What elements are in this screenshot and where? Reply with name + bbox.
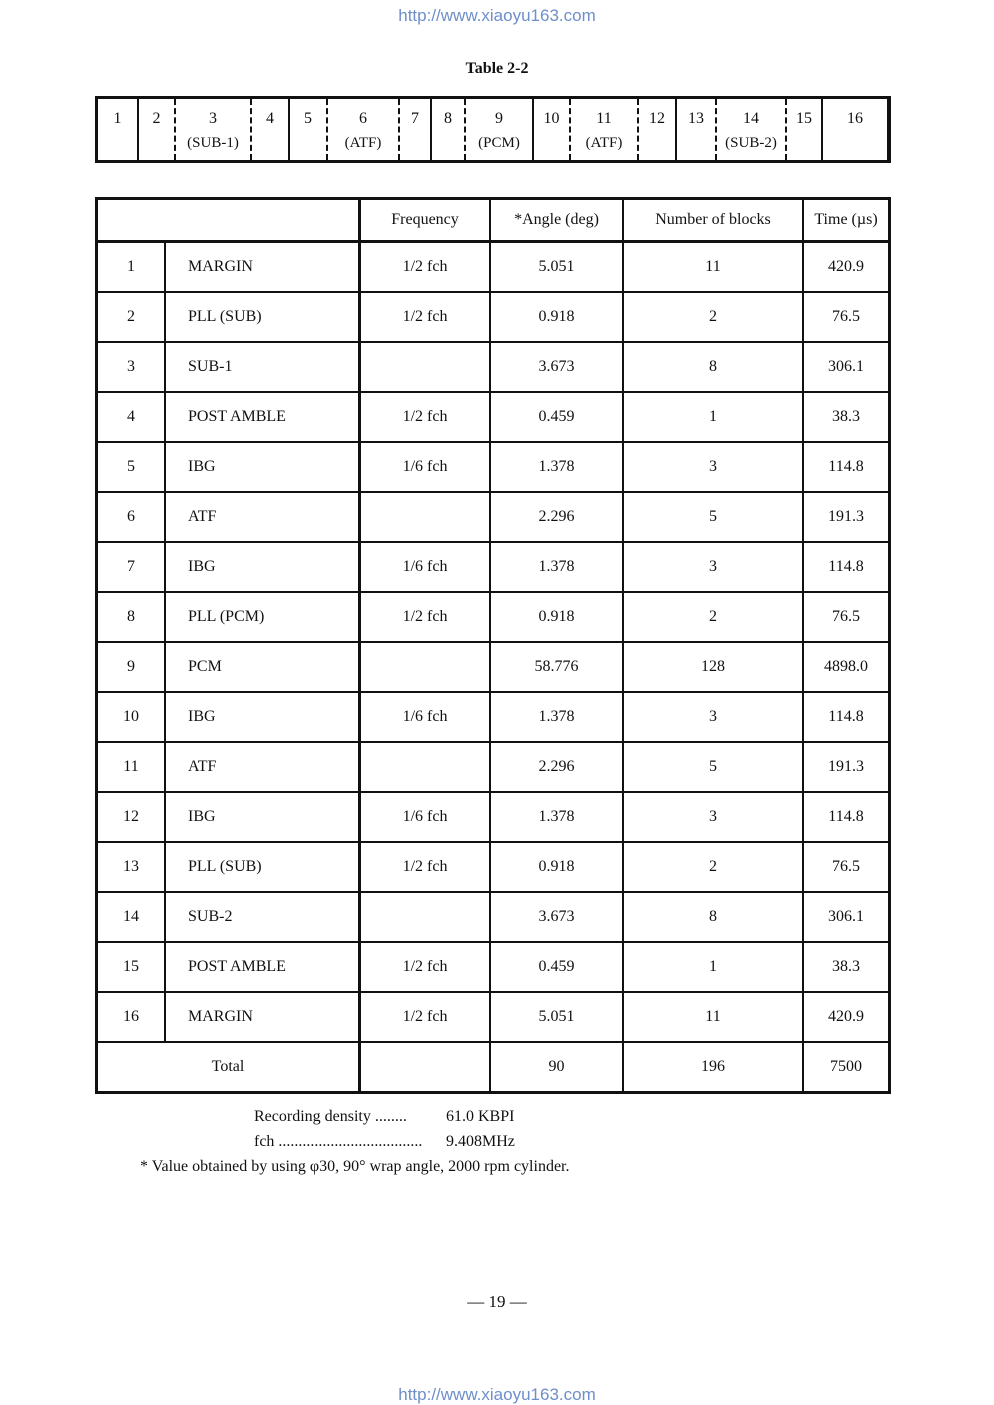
row-number: 4 <box>97 392 166 442</box>
row-blocks: 1 <box>623 942 803 992</box>
table-row <box>97 992 890 1042</box>
row-name: IBG <box>165 792 360 842</box>
segment-number: 10 <box>543 110 560 127</box>
row-frequency: 1/2 fch <box>360 992 491 1042</box>
row-frequency: 1/2 fch <box>360 292 491 342</box>
row-frequency: 1/2 fch <box>360 242 491 293</box>
segment-cell <box>569 99 637 160</box>
table-total-row <box>97 1042 890 1093</box>
fch-label: fch .................................... <box>254 1133 423 1150</box>
row-blocks: 8 <box>623 892 803 942</box>
row-name: ATF <box>165 492 360 542</box>
row-time: 38.3 <box>803 392 890 442</box>
segment-number: 2 <box>152 110 161 127</box>
total-angle: 90 <box>490 1042 623 1093</box>
row-number: 15 <box>97 942 166 992</box>
row-number: 8 <box>97 592 166 642</box>
row-number: 12 <box>97 792 166 842</box>
segment-cell <box>464 99 532 160</box>
row-blocks: 8 <box>623 342 803 392</box>
row-number: 3 <box>97 342 166 392</box>
row-time: 191.3 <box>803 742 890 792</box>
segment-cell <box>174 99 250 160</box>
row-angle: 58.776 <box>490 642 623 692</box>
row-time: 76.5 <box>803 592 890 642</box>
row-frequency: 1/6 fch <box>360 792 491 842</box>
table-row <box>97 492 890 542</box>
row-blocks: 3 <box>623 442 803 492</box>
row-time: 114.8 <box>803 792 890 842</box>
row-blocks: 3 <box>623 692 803 742</box>
table-row <box>97 242 890 293</box>
table-header-row <box>97 199 890 242</box>
density-label: Recording density ........ <box>254 1108 407 1125</box>
row-angle: 0.918 <box>490 842 623 892</box>
row-name: MARGIN <box>165 242 360 293</box>
row-time: 114.8 <box>803 542 890 592</box>
table-header-blank <box>97 199 360 242</box>
row-time: 76.5 <box>803 292 890 342</box>
segment-cell <box>637 99 675 160</box>
row-name: ATF <box>165 742 360 792</box>
row-time: 306.1 <box>803 342 890 392</box>
segment-number: 1 <box>113 110 122 127</box>
row-name: PCM <box>165 642 360 692</box>
segment-cell <box>821 99 887 160</box>
row-number: 13 <box>97 842 166 892</box>
row-frequency: 1/2 fch <box>360 392 491 442</box>
row-name: MARGIN <box>165 992 360 1042</box>
table-row <box>97 542 890 592</box>
row-name: IBG <box>165 692 360 742</box>
row-name: PLL (SUB) <box>165 842 360 892</box>
table-row <box>97 792 890 842</box>
row-blocks: 128 <box>623 642 803 692</box>
table-row <box>97 892 890 942</box>
row-blocks: 2 <box>623 842 803 892</box>
row-number: 10 <box>97 692 166 742</box>
row-frequency <box>360 642 491 692</box>
table-row <box>97 292 890 342</box>
row-number: 1 <box>97 242 166 293</box>
row-time: 76.5 <box>803 842 890 892</box>
segment-number: 8 <box>444 110 452 127</box>
row-blocks: 3 <box>623 542 803 592</box>
table-row <box>97 592 890 642</box>
row-frequency <box>360 492 491 542</box>
recording-format-table <box>95 197 891 1094</box>
segment-number: 12 <box>649 110 665 127</box>
segment-cell <box>715 99 785 160</box>
row-number: 5 <box>97 442 166 492</box>
total-time: 7500 <box>803 1042 890 1093</box>
footer-url[interactable]: http://www.xiaoyu163.com <box>398 1385 596 1404</box>
row-time: 114.8 <box>803 692 890 742</box>
header-url[interactable]: http://www.xiaoyu163.com <box>398 6 596 25</box>
table-row <box>97 742 890 792</box>
header-angle: *Angle (deg) <box>490 199 623 242</box>
row-number: 6 <box>97 492 166 542</box>
row-angle: 1.378 <box>490 442 623 492</box>
segment-number: 3 <box>209 110 217 127</box>
segment-number: 13 <box>688 110 704 127</box>
row-angle: 2.296 <box>490 492 623 542</box>
row-angle: 1.378 <box>490 542 623 592</box>
row-blocks: 11 <box>623 242 803 293</box>
row-name: IBG <box>165 442 360 492</box>
row-name: PLL (SUB) <box>165 292 360 342</box>
header-time: Time (µs) <box>803 199 890 242</box>
row-angle: 3.673 <box>490 892 623 942</box>
row-angle: 5.051 <box>490 242 623 293</box>
header-frequency: Frequency <box>360 199 491 242</box>
row-blocks: 2 <box>623 292 803 342</box>
row-frequency: 1/2 fch <box>360 592 491 642</box>
row-number: 7 <box>97 542 166 592</box>
row-angle: 1.378 <box>490 792 623 842</box>
table-row <box>97 642 890 692</box>
row-name: IBG <box>165 542 360 592</box>
segment-label: (SUB-2) <box>725 135 777 151</box>
row-angle: 0.459 <box>490 942 623 992</box>
row-blocks: 1 <box>623 392 803 442</box>
row-name: POST AMBLE <box>165 942 360 992</box>
row-blocks: 5 <box>623 492 803 542</box>
density-value: 61.0 KBPI <box>446 1108 515 1125</box>
row-angle: 1.378 <box>490 692 623 742</box>
row-time: 114.8 <box>803 442 890 492</box>
table-title: Table 2-2 <box>465 60 529 77</box>
row-time: 4898.0 <box>803 642 890 692</box>
fch-value: 9.408MHz <box>446 1133 515 1150</box>
segment-cell <box>398 99 430 160</box>
segment-number: 7 <box>411 110 419 127</box>
row-frequency <box>360 892 491 942</box>
row-frequency: 1/6 fch <box>360 692 491 742</box>
table-row <box>97 842 890 892</box>
segment-number: 11 <box>596 110 612 127</box>
table-row <box>97 342 890 392</box>
segment-cell <box>98 99 137 160</box>
total-blocks: 196 <box>623 1042 803 1093</box>
segment-number: 15 <box>796 110 812 127</box>
row-blocks: 2 <box>623 592 803 642</box>
segment-number: 14 <box>743 110 759 127</box>
row-name: SUB-1 <box>165 342 360 392</box>
row-blocks: 3 <box>623 792 803 842</box>
row-time: 38.3 <box>803 942 890 992</box>
row-angle: 0.918 <box>490 592 623 642</box>
row-frequency <box>360 342 491 392</box>
table-row <box>97 442 890 492</box>
row-angle: 3.673 <box>490 342 623 392</box>
segment-cell <box>785 99 821 160</box>
row-number: 11 <box>97 742 166 792</box>
segment-label: (ATF) <box>344 135 382 151</box>
row-time: 191.3 <box>803 492 890 542</box>
total-label: Total <box>97 1042 360 1093</box>
table-row <box>97 392 890 442</box>
footnote: * Value obtained by using φ30, 90° wrap angle, 2000 rpm cylinder. <box>140 1158 570 1175</box>
total-frequency <box>360 1042 491 1093</box>
row-frequency: 1/6 fch <box>360 442 491 492</box>
table-row <box>97 942 890 992</box>
segment-number: 9 <box>495 110 503 127</box>
segment-label: (SUB-1) <box>187 135 239 151</box>
row-time: 420.9 <box>803 242 890 293</box>
row-angle: 0.918 <box>490 292 623 342</box>
row-frequency <box>360 742 491 792</box>
row-frequency: 1/2 fch <box>360 942 491 992</box>
row-name: SUB-2 <box>165 892 360 942</box>
table-row <box>97 692 890 742</box>
row-name: POST AMBLE <box>165 392 360 442</box>
row-angle: 5.051 <box>490 992 623 1042</box>
row-number: 2 <box>97 292 166 342</box>
segment-label: (PCM) <box>478 135 520 151</box>
header-blocks: Number of blocks <box>623 199 803 242</box>
row-number: 16 <box>97 992 166 1042</box>
row-angle: 2.296 <box>490 742 623 792</box>
row-number: 9 <box>97 642 166 692</box>
page-number: — 19 — <box>467 1292 527 1311</box>
segment-label: (ATF) <box>585 135 623 151</box>
row-blocks: 5 <box>623 742 803 792</box>
row-time: 306.1 <box>803 892 890 942</box>
row-number: 14 <box>97 892 166 942</box>
row-blocks: 11 <box>623 992 803 1042</box>
segment-number: 6 <box>359 110 367 127</box>
segment-cell <box>250 99 288 160</box>
segment-strip <box>95 96 891 163</box>
row-frequency: 1/2 fch <box>360 842 491 892</box>
row-name: PLL (PCM) <box>165 592 360 642</box>
segment-number: 16 <box>847 110 863 127</box>
segment-number: 5 <box>304 110 312 127</box>
row-time: 420.9 <box>803 992 890 1042</box>
segment-number: 4 <box>266 110 274 127</box>
row-frequency: 1/6 fch <box>360 542 491 592</box>
row-angle: 0.459 <box>490 392 623 442</box>
segment-cell <box>326 99 398 160</box>
